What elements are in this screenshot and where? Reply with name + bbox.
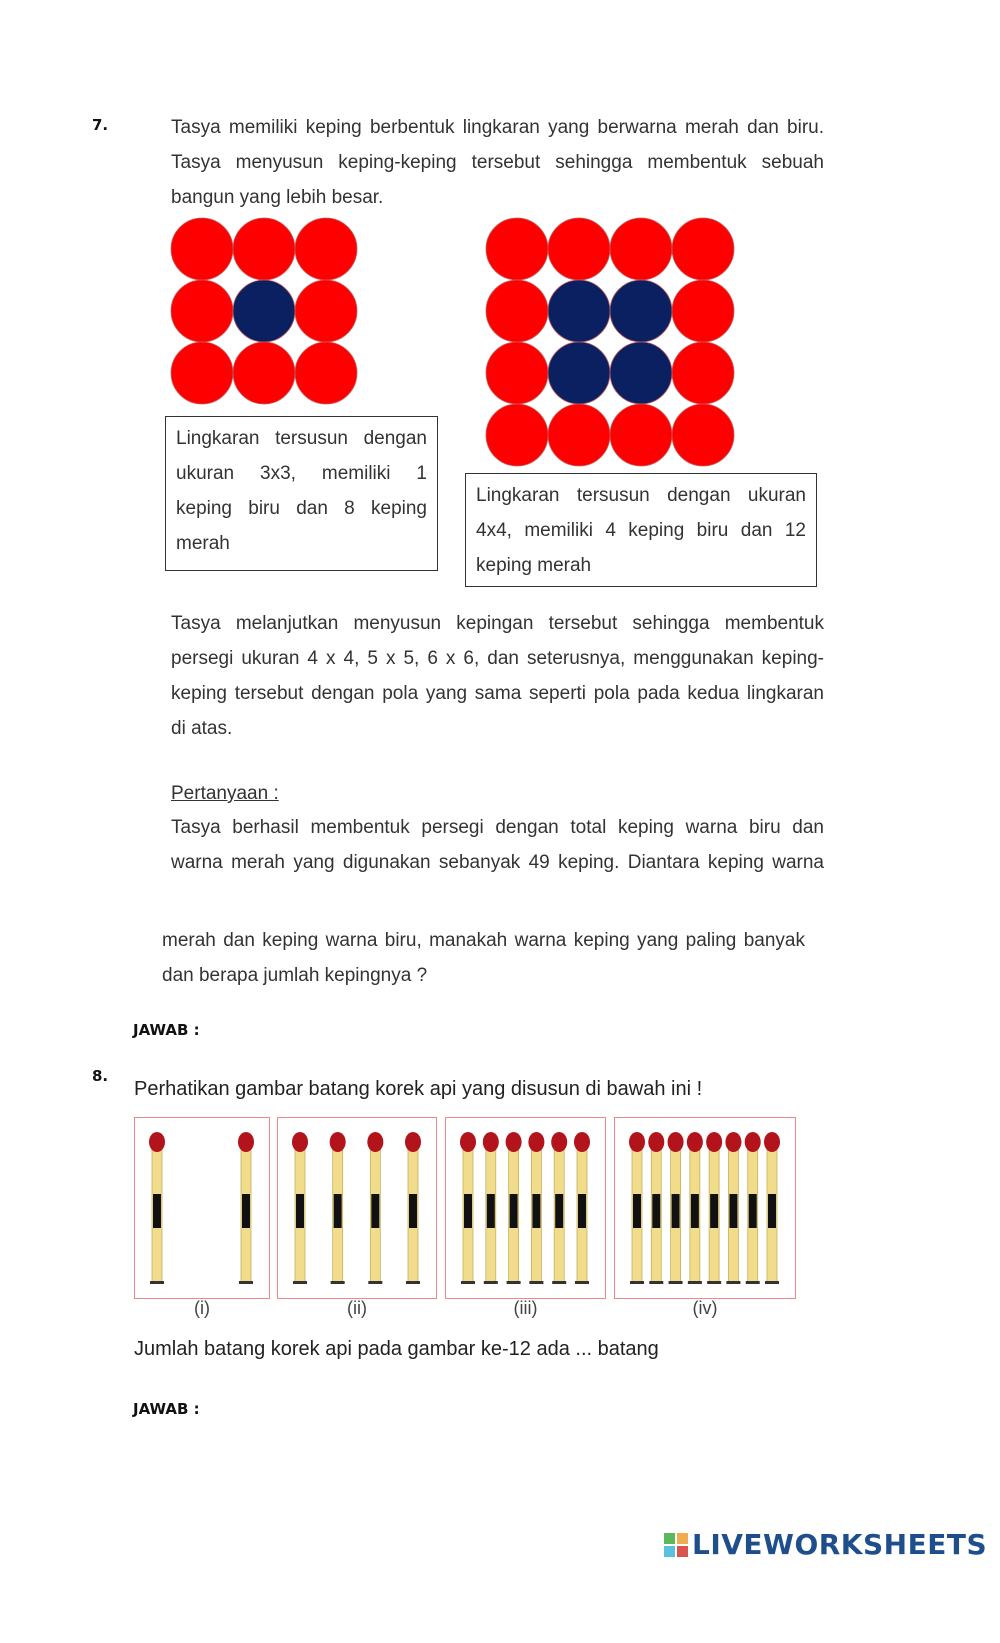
box-large-line-3: keping merah (476, 555, 592, 576)
blue-disc (548, 342, 610, 404)
q7-question-continued (162, 923, 805, 993)
q7-cont-line-2: persegi ukuran 4 x 4, 5 x 5, 6 x 6, dan seterusnya, menggunakan keping- (171, 648, 824, 669)
matchstick (764, 1132, 780, 1284)
circle-grid-4x4 (485, 217, 737, 469)
matchstick-panel-2 (277, 1117, 437, 1299)
q8-question: Jumlah batang korek api pada gambar ke-12 ada ... batang (134, 1338, 659, 1360)
panel-label-1: (i) (194, 1298, 210, 1318)
matchstick (687, 1132, 703, 1284)
red-disc (672, 218, 734, 280)
logo-text: LIVEWORKSHEETS (692, 1528, 988, 1561)
matchstick (460, 1132, 476, 1284)
red-disc (171, 218, 233, 280)
matchstick (149, 1132, 165, 1284)
red-disc (672, 280, 734, 342)
red-disc (610, 218, 672, 280)
red-disc (672, 342, 734, 404)
question-label: Pertanyaan : (171, 783, 279, 804)
blue-disc (548, 280, 610, 342)
blue-disc (610, 280, 672, 342)
matchstick (506, 1132, 522, 1284)
q7-intro-line-3: bangun yang lebih besar. (171, 187, 384, 208)
matchstick-panel-4 (614, 1117, 796, 1299)
matchstick (528, 1132, 544, 1284)
red-disc (171, 342, 233, 404)
red-disc (486, 404, 548, 466)
red-disc (610, 404, 672, 466)
matchstick (238, 1132, 254, 1284)
matchstick (745, 1132, 761, 1284)
box-small-line-2: ukuran 3x3, memiliki 1 (176, 463, 427, 484)
q7-intro-line-2: Tasya menyusun keping-keping tersebut sehingga membentuk sebuah (171, 152, 824, 173)
q7-question-line-2: warna merah yang digunakan sebanyak 49 keping. Diantara keping warna (171, 852, 824, 873)
q8-prompt: Perhatikan gambar batang korek api yang disusun di bawah ini ! (134, 1078, 703, 1100)
q7-cont-line-3: keping tersebut dengan pola yang sama seperti pola pada kedua lingkaran (171, 683, 824, 704)
panel-label-3: (iii) (513, 1298, 538, 1318)
q7-question-cont-line-1: merah dan keping warna biru, manakah warna keping yang paling banyak (162, 930, 805, 951)
liveworksheets-logo[interactable] (664, 1528, 987, 1561)
matchstick (648, 1132, 664, 1284)
caption-box-4x4 (465, 473, 817, 587)
red-disc (295, 280, 357, 342)
q7-intro (171, 110, 824, 215)
answer-label-q7: JAWAB : (133, 1021, 200, 1039)
red-disc (295, 342, 357, 404)
box-small-line-3: keping biru dan 8 keping (176, 498, 427, 519)
red-disc (171, 280, 233, 342)
red-disc (233, 342, 295, 404)
question-number-8: 8. (92, 1067, 109, 1085)
matchstick (367, 1132, 383, 1284)
q7-question-cont-line-2: dan berapa jumlah kepingnya ? (162, 965, 428, 986)
question-number-7: 7. (92, 116, 109, 134)
red-disc (548, 404, 610, 466)
matchstick (706, 1132, 722, 1284)
liveworksheets-logo-icon (664, 1533, 688, 1557)
q7-continuation (171, 606, 824, 746)
matchstick (725, 1132, 741, 1284)
box-large-line-1: Lingkaran tersusun dengan ukuran (476, 485, 806, 506)
red-disc (486, 342, 548, 404)
matchstick-panel-3 (445, 1117, 606, 1299)
matchstick (405, 1132, 421, 1284)
red-disc (486, 280, 548, 342)
matchstick (629, 1132, 645, 1284)
red-disc (233, 218, 295, 280)
q7-cont-line-1: Tasya melanjutkan menyusun kepingan tersebut sehingga membentuk (171, 613, 824, 634)
blue-disc (233, 280, 295, 342)
q7-intro-line-1: Tasya memiliki keping berbentuk lingkaran yang berwarna merah dan biru. (171, 117, 824, 138)
box-small-line-1: Lingkaran tersusun dengan (176, 428, 427, 449)
answer-label-q8: JAWAB : (133, 1400, 200, 1418)
circle-grid-3x3 (170, 217, 360, 407)
red-disc (672, 404, 734, 466)
box-large-line-2: 4x4, memiliki 4 keping biru dan 12 (476, 520, 806, 541)
blue-disc (610, 342, 672, 404)
red-disc (486, 218, 548, 280)
panel-label-4: (iv) (692, 1298, 718, 1318)
matchstick (574, 1132, 590, 1284)
matchstick-panel-1 (134, 1117, 270, 1299)
q7-question (171, 810, 824, 880)
matchstick (483, 1132, 499, 1284)
q7-cont-line-4: di atas. (171, 718, 233, 739)
matchstick (330, 1132, 346, 1284)
panel-label-2: (ii) (347, 1298, 367, 1318)
matchstick (668, 1132, 684, 1284)
matchstick (551, 1132, 567, 1284)
q7-question-line-1: Tasya berhasil membentuk persegi dengan total keping warna biru dan (171, 817, 824, 838)
red-disc (548, 218, 610, 280)
red-disc (295, 218, 357, 280)
caption-box-3x3 (165, 416, 438, 571)
box-small-line-4: merah (176, 533, 230, 554)
matchstick (292, 1132, 308, 1284)
